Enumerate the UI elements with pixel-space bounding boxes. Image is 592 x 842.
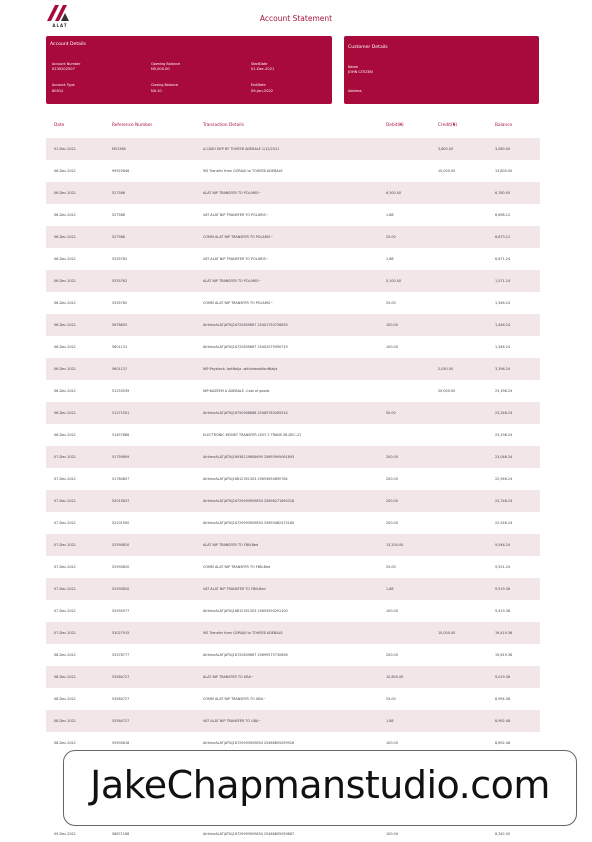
col-header-date: Date (54, 123, 65, 128)
cell-balance: 9,419.36 (495, 609, 511, 613)
statement-table-header (46, 118, 540, 134)
cell-details: COMM ALAT NIP TRANSFER TO UBA~ (203, 697, 266, 701)
cell-date: 06-Dec-2021 (54, 191, 76, 195)
cell-date: 06-Dec-2021 (54, 213, 76, 217)
cell-reference: 5678655 (112, 323, 128, 327)
opening-balance-value: N5,000.00 (151, 67, 170, 71)
cell-reference: 52935977 (112, 609, 130, 613)
cell-debit: 100.00 (386, 345, 398, 349)
statement-table-body (46, 138, 540, 754)
cell-balance: 13,800.00 (495, 169, 513, 173)
cell-details: AirtimeALAT|ATN|16812351303 25693590291100 (203, 609, 288, 613)
cell-details: AirtimeALAT|ATN|16729093909854 25466805059926 (203, 741, 295, 745)
cell-reference: 5601137 (112, 367, 128, 371)
table-row (46, 644, 540, 666)
cell-balance: 6,780.00 (495, 191, 511, 195)
cell-balance: 8,892.48 (495, 741, 511, 745)
cell-details: AirtimeALAT|ATN|16720839867 25699575730656 (203, 653, 288, 657)
table-row (46, 710, 540, 732)
cell-credit: 20,000.00 (438, 389, 456, 393)
table-row (46, 578, 540, 600)
table-row (46, 490, 540, 512)
cell-date: 08-Dec-2021 (54, 653, 76, 657)
cell-reference: 99922846 (112, 169, 130, 173)
cell-details: AirtimeALAT|ATN|16812351303 25693654890784 (203, 477, 288, 481)
cell-debit: 1.88 (386, 257, 394, 261)
watermark-banner (63, 750, 577, 826)
table-row (46, 534, 540, 556)
cell-balance: 8,342.50 (495, 832, 511, 836)
account-number-value: 0235202507 (52, 67, 75, 71)
table-row (46, 314, 540, 336)
cell-details: 9IS Transfer from GORAJU to TOHEEB ADEBALE (203, 169, 283, 173)
customer-address-label: Address (348, 89, 362, 93)
table-row (46, 182, 540, 204)
cell-details: COMM ALAT NIP TRANSFER TO POLARIS~ (203, 301, 274, 305)
cell-reference: 527586 (112, 235, 125, 239)
cell-date: 06-Dec-2021 (54, 169, 76, 173)
cell-details: AirtimeALAT|ATN|16750908868 25465783285514 (203, 411, 288, 415)
start-date-value: 01-Dec-2021 (251, 67, 275, 71)
table-row (46, 666, 540, 688)
account-type-value: 60012 (52, 89, 64, 93)
cell-date: 06-Dec-2021 (54, 345, 76, 349)
closing-balance-label: Closing Balance (151, 83, 178, 87)
cell-balance: 23,396.24 (495, 389, 513, 393)
cell-details: A-CASH DEP BY TOHEEB ADEBALE 1/12/2021 (203, 147, 280, 151)
cell-reference: 51759809 (112, 455, 130, 459)
cell-debit: 25.00 (386, 697, 396, 701)
cell-reference: 5335762 (112, 279, 128, 283)
cell-details: NIP:KAZEEM A ADEBALE -Cost of goods (203, 389, 270, 393)
table-row (46, 688, 540, 710)
cell-date: 07-Dec-2021 (54, 543, 76, 547)
col-header-credit: Credit(₦) (438, 123, 458, 128)
cell-date: 07-Dec-2021 (54, 587, 76, 591)
cell-details: COMM ALAT NIP TRANSFER TO FBN-Bed (203, 565, 271, 569)
opening-balance-label: Opening Balance (151, 62, 180, 66)
table-row (46, 248, 540, 270)
table-row (46, 468, 540, 490)
cell-balance: 6,698.12 (495, 213, 511, 217)
cell-credit: 10,000.00 (438, 169, 456, 173)
col-header-balance: Balance (495, 123, 513, 128)
cell-balance: 1,346.24 (495, 345, 511, 349)
cell-details: ALAT NIP TRANSFER TO UBA~ (203, 675, 254, 679)
cell-balance: 22,546.24 (495, 521, 513, 525)
cell-details: ALAT NIP TRANSFER TO POLARIS~ (203, 279, 262, 283)
cell-date: 08-Dec-2021 (54, 741, 76, 745)
cell-balance: 8,994.36 (495, 697, 511, 701)
cell-reference: 52590820 (112, 565, 130, 569)
table-row (46, 446, 540, 468)
cell-balance: 8,992.48 (495, 719, 511, 723)
cell-reference: 56871186 (112, 832, 130, 836)
cell-details: COMM ALAT NIP TRANSFER TO POLARIS~ (203, 235, 274, 239)
table-row (46, 138, 540, 160)
cell-balance: 23,296.24 (495, 433, 513, 437)
end-date-label: EndDate (251, 83, 266, 87)
table-row (46, 424, 540, 446)
cell-date: 06-Dec-2021 (54, 257, 76, 261)
cell-details: AirtimeALAT|ATN|16729093909854 25696271890318 (203, 499, 295, 503)
cell-date: 08-Dec-2021 (54, 719, 76, 723)
table-row (46, 556, 540, 578)
cell-reference: 53027915 (112, 631, 130, 635)
cell-date: 06-Dec-2021 (54, 433, 76, 437)
table-row (46, 402, 540, 424)
cell-details: VAT ALAT NIP TRANSFER TO FBN-Bed (203, 587, 266, 591)
cell-reference: 5601131 (112, 345, 128, 349)
cell-details: AirtimeALAT|ATN|16729093909854 25466805059887 (203, 832, 295, 836)
customer-details-panel (344, 36, 539, 104)
closing-balance-value: N0.10 (151, 89, 162, 93)
cell-reference: 51784807 (112, 477, 130, 481)
table-row (46, 226, 540, 248)
table-row (46, 292, 540, 314)
cell-debit: 200.00 (386, 499, 398, 503)
cell-details: VAT ALAT NIP TRANSFER TO UBA~ (203, 719, 262, 723)
cell-debit: 100.00 (386, 741, 398, 745)
cell-debit: 100.00 (386, 832, 398, 836)
table-row (46, 600, 540, 622)
cell-date: 08-Dec-2021 (54, 697, 76, 701)
end-date-value: 09-Jan-2022 (251, 89, 274, 93)
table-row (46, 204, 540, 226)
cell-date: 07-Dec-2021 (54, 631, 76, 635)
cell-balance: 1,571.24 (495, 279, 511, 283)
cell-debit: 25.00 (386, 235, 396, 239)
cell-date: 06-Dec-2021 (54, 235, 76, 239)
cell-debit: 200.00 (386, 653, 398, 657)
cell-debit: 1.88 (386, 213, 394, 217)
cell-reference: 51271501 (112, 411, 130, 415)
cell-date: 06-Dec-2021 (54, 323, 76, 327)
table-row (46, 270, 540, 292)
cell-details: AirtimeALAT|ATN|16720839867 25401750726839 (203, 323, 288, 327)
cell-debit: 6,300.00 (386, 191, 402, 195)
cell-details: VAT ALAT NIP TRANSFER TO POLARIS~ (203, 257, 269, 261)
table-row (46, 336, 540, 358)
cell-date: 06-Dec-2021 (54, 367, 76, 371)
cell-date: 09-Dec-2021 (54, 832, 76, 836)
cell-date: 08-Dec-2021 (54, 675, 76, 679)
cell-reference: 52590820 (112, 543, 130, 547)
cell-reference: 53584727 (112, 719, 130, 723)
table-row (46, 622, 540, 644)
cell-debit: 25.00 (386, 301, 396, 305)
cell-balance: 23,346.24 (495, 411, 513, 415)
cell-reference: 55900818 (112, 741, 130, 745)
cell-details: ALAT NIP TRANSFER TO FBN-Bed (203, 543, 259, 547)
cell-debit: 1.88 (386, 719, 394, 723)
cell-debit: 25.00 (386, 565, 396, 569)
cell-balance: 19,819.36 (495, 653, 513, 657)
cell-balance: 1,546.24 (495, 301, 511, 305)
cell-balance: 6,673.12 (495, 235, 511, 239)
cell-date: 07-Dec-2021 (54, 477, 76, 481)
cell-date: 06-Dec-2021 (54, 389, 76, 393)
table-row (46, 160, 540, 182)
account-details-title: Account Details (50, 42, 86, 47)
cell-reference: 5335762 (112, 301, 128, 305)
cell-debit: 1.88 (386, 587, 394, 591)
cell-credit: 10,000.00 (438, 631, 456, 635)
cell-reference: 527586 (112, 191, 125, 195)
cell-reference: 52015837 (112, 499, 130, 503)
cell-date: 07-Dec-2021 (54, 609, 76, 613)
cell-details: AirtimeALAT|ATN|16729093909854 25693482475180 (203, 521, 295, 525)
cell-reference: 52201900 (112, 521, 130, 525)
cell-date: 06-Dec-2021 (54, 301, 76, 305)
cell-reference: 53584727 (112, 675, 130, 679)
cell-debit: 50.00 (386, 411, 396, 415)
cell-date: 07-Dec-2021 (54, 565, 76, 569)
col-header-debit: Debit(₦) (386, 123, 404, 128)
cell-balance: 9,019.36 (495, 675, 511, 679)
cell-balance: 22,746.24 (495, 499, 513, 503)
cell-balance: 1,446.24 (495, 323, 511, 327)
cell-date: 06-Dec-2021 (54, 411, 76, 415)
cell-reference: 52590820 (112, 587, 130, 591)
cell-details: AirtimeALAT|ATN|16938129808695 25693995061893 (203, 455, 295, 459)
cell-debit: 10,800.00 (386, 675, 404, 679)
cell-reference: 51457886 (112, 433, 130, 437)
cell-details: ELECTRONIC MONEY TRANSFER LEVY 2 TRANS 06-DEC-21 (203, 433, 302, 437)
cell-reference: 5335762 (112, 257, 128, 261)
cell-reference: M51286 (112, 147, 126, 151)
cell-balance: 3,396.24 (495, 367, 511, 371)
cell-balance: 6,671.24 (495, 257, 511, 261)
cell-date: 06-Dec-2021 (54, 279, 76, 283)
cell-details: AirtimeALAT|ATN|16720839867 25402075990719 (203, 345, 288, 349)
customer-name-value: JOHN CITIZEN (348, 70, 373, 74)
cell-debit: 200.00 (386, 521, 398, 525)
cell-reference: 527586 (112, 213, 125, 217)
cell-details: ALAT NIP TRANSFER TO POLARIS~ (203, 191, 262, 195)
logo-text: ALAT (52, 23, 68, 28)
cell-date: 01-Dec-2021 (54, 147, 76, 151)
table-row (46, 380, 540, 402)
col-header-details: Transaction Details (203, 123, 244, 128)
cell-details: 9IS Transfer from GORAJU to TOHEEB ADEBALE (203, 631, 283, 635)
account-number-label: Account Number (52, 62, 81, 66)
cell-balance: 19,419.36 (495, 631, 513, 635)
cell-balance: 9,521.24 (495, 565, 511, 569)
table-row (46, 512, 540, 534)
cell-date: 07-Dec-2021 (54, 499, 76, 503)
account-type-label: Account Type (52, 83, 75, 87)
page-title: Account Statement (259, 14, 333, 23)
customer-name-label: Name (348, 65, 359, 69)
cell-date: 07-Dec-2021 (54, 521, 76, 525)
start-date-label: StartDate (251, 62, 268, 66)
watermark-text: JakeChapmanstudio.com (90, 763, 550, 807)
cell-balance: 3,080.00 (495, 147, 511, 151)
table-row-last (46, 826, 540, 842)
cell-credit: 2,050.00 (438, 367, 454, 371)
cell-balance: 9,546.24 (495, 543, 511, 547)
cell-reference: 53378777 (112, 653, 130, 657)
table-row (46, 358, 540, 380)
cell-details: VAT ALAT NIP TRANSFER TO POLARIS~ (203, 213, 269, 217)
account-details-panel (46, 36, 332, 104)
col-header-reference: Reference Number (112, 123, 153, 128)
cell-debit: 100.00 (386, 323, 398, 327)
cell-debit: 100.00 (386, 609, 398, 613)
cell-debit: 13,200.00 (386, 543, 404, 547)
cell-details: NIP:Paystack- betNaija -withdrawalfordNaija (203, 367, 278, 371)
customer-details-title: Customer Details (348, 45, 388, 50)
cell-credit: 3,800.00 (438, 147, 454, 151)
cell-balance: 22,946.24 (495, 477, 513, 481)
cell-balance: 9,519.36 (495, 587, 511, 591)
cell-debit: 5,100.00 (386, 279, 402, 283)
cell-debit: 200.00 (386, 455, 398, 459)
cell-date: 07-Dec-2021 (54, 455, 76, 459)
cell-reference: 51253539 (112, 389, 130, 393)
cell-debit: 200.00 (386, 477, 398, 481)
cell-balance: 23,046.24 (495, 455, 513, 459)
cell-reference: 53584727 (112, 697, 130, 701)
